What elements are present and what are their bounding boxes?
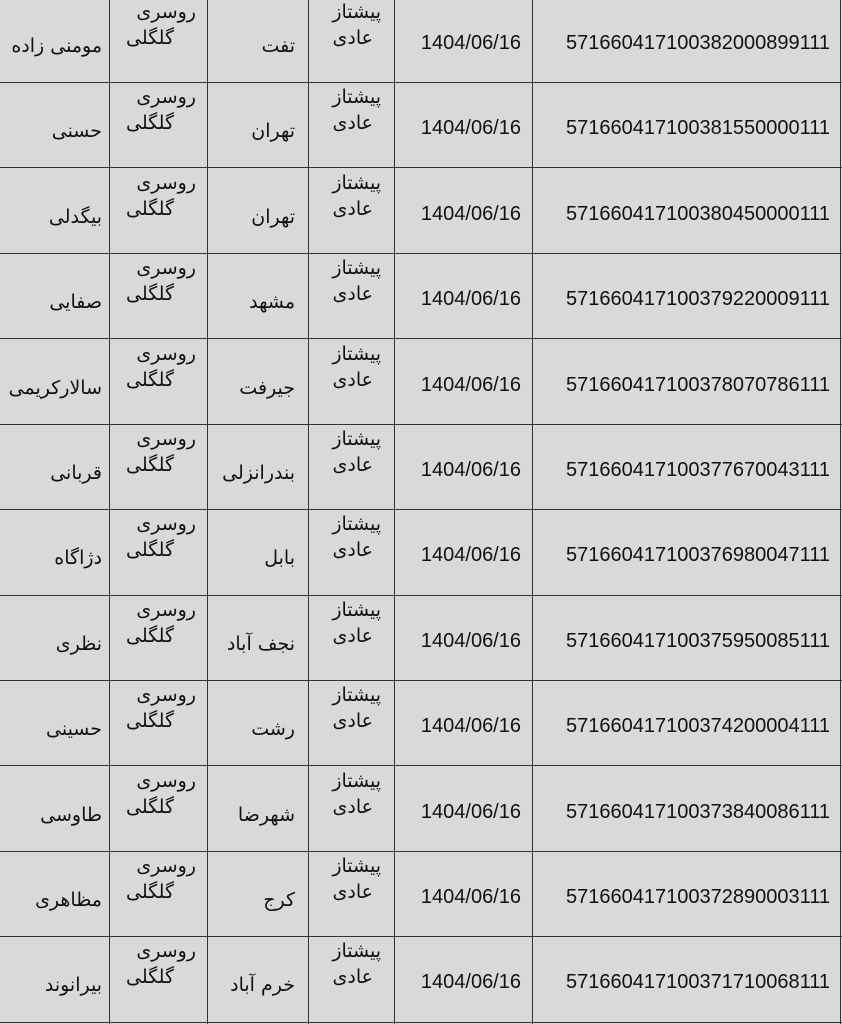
row-divider: [0, 82, 842, 83]
product-cell: [110, 168, 208, 253]
date-cell: [395, 680, 533, 765]
product-cell: [110, 851, 208, 936]
post-type-line-2: عادی: [332, 197, 373, 220]
shipment-date: 1404/06/16: [420, 459, 521, 481]
tracking-code: 571660417100379220009111: [566, 288, 830, 311]
city: بابل: [264, 547, 295, 570]
post-type-line-1: پیشتاز: [332, 769, 381, 792]
city: کرج: [263, 889, 295, 911]
shipment-date: 1404/06/16: [420, 886, 521, 908]
recipient-name: طاوسی: [40, 803, 102, 826]
date-cell: [395, 253, 533, 338]
tracking-code: 571660417100372890003111: [566, 886, 830, 908]
tracking-code-cell: [533, 680, 842, 765]
post-type-cell: [309, 424, 395, 509]
post-type-line-2: عادی: [332, 966, 373, 989]
tracking-code: 571660417100378070786111: [566, 373, 830, 396]
recipient-name-cell: [0, 424, 110, 509]
shipment-date: 1404/06/16: [420, 117, 521, 140]
product-line-2: گلگلی: [126, 710, 174, 733]
tracking-code: 571660417100380450000111: [566, 202, 830, 225]
city-cell: [208, 509, 309, 594]
recipient-name: حسنی: [51, 120, 102, 143]
date-cell: [395, 851, 533, 936]
recipient-name-cell: [0, 253, 110, 338]
tracking-code: 571660417100374200004111: [566, 715, 830, 738]
product-line-2: گلگلی: [126, 881, 174, 903]
recipient-name: مظاهری: [35, 889, 102, 911]
post-type-cell: [309, 0, 395, 82]
post-type-cell: [309, 253, 395, 338]
shipment-date: 1404/06/16: [420, 800, 521, 823]
post-type-line-2: عادی: [332, 881, 373, 903]
product-line-2: گلگلی: [126, 624, 174, 647]
tracking-code-cell: [533, 82, 842, 167]
table-row: [0, 766, 842, 851]
post-type-cell: [309, 595, 395, 680]
table-row: [0, 851, 842, 936]
date-cell: [395, 766, 533, 851]
table-row: [0, 339, 842, 424]
post-type-line-2: عادی: [332, 283, 373, 306]
date-cell: [395, 595, 533, 680]
column-divider: [207, 0, 208, 1024]
recipient-name-cell: [0, 509, 110, 594]
city-cell: [208, 82, 309, 167]
recipient-name-cell: [0, 82, 110, 167]
city: تهران: [251, 205, 295, 228]
post-type-cell: [309, 851, 395, 936]
row-divider: [0, 338, 842, 339]
post-type-line-2: عادی: [332, 368, 373, 391]
product-cell: [110, 509, 208, 594]
shipment-date: 1404/06/16: [420, 715, 521, 738]
post-type-line-1: پیشتاز: [332, 684, 381, 707]
tracking-code: 571660417100371710068111: [566, 971, 830, 994]
post-type-cell: [309, 680, 395, 765]
recipient-name: نظری: [55, 632, 102, 655]
city-cell: [208, 424, 309, 509]
recipient-name: حسینی: [46, 718, 102, 741]
tracking-code: 571660417100376980047111: [566, 544, 830, 567]
tracking-code-cell: [533, 424, 842, 509]
product-line-1: روسری: [136, 684, 196, 707]
row-divider: [0, 936, 842, 937]
post-type-line-2: عادی: [332, 624, 373, 647]
recipient-name: قربانی: [50, 462, 102, 484]
product-line-1: روسری: [136, 1, 196, 23]
row-divider: [0, 509, 842, 510]
post-type-line-2: عادی: [332, 795, 373, 818]
row-divider: [0, 680, 842, 681]
date-cell: [395, 936, 533, 1021]
product-cell: [110, 595, 208, 680]
shipment-date: 1404/06/16: [420, 544, 521, 567]
post-type-line-1: پیشتاز: [332, 257, 381, 280]
product-line-2: گلگلی: [126, 795, 174, 818]
recipient-name-cell: [0, 339, 110, 424]
post-type-cell: [309, 82, 395, 167]
tracking-code-cell: [533, 851, 842, 936]
tracking-code: 571660417100375950085111: [566, 629, 830, 652]
date-cell: [395, 0, 533, 82]
post-type-cell: [309, 936, 395, 1021]
recipient-name-cell: [0, 851, 110, 936]
recipient-name-cell: [0, 168, 110, 253]
product-cell: [110, 253, 208, 338]
recipient-name-cell: [0, 595, 110, 680]
product-line-1: روسری: [136, 598, 196, 621]
product-line-2: گلگلی: [126, 539, 174, 562]
tracking-code-cell: [533, 595, 842, 680]
city: نجف آباد: [226, 632, 295, 655]
table-row: [0, 680, 842, 765]
shipment-date: 1404/06/16: [420, 629, 521, 652]
tracking-code-cell: [533, 936, 842, 1021]
column-divider: [394, 0, 395, 1024]
recipient-name: بیگدلی: [48, 205, 102, 228]
tracking-code-cell: [533, 509, 842, 594]
tracking-code-cell: [533, 168, 842, 253]
date-cell: [395, 82, 533, 167]
column-divider: [840, 0, 841, 1024]
recipient-name-cell: [0, 0, 110, 82]
column-divider: [109, 0, 110, 1024]
post-type-line-2: عادی: [332, 710, 373, 733]
city-cell: [208, 339, 309, 424]
recipient-name-cell: [0, 680, 110, 765]
shipment-date: 1404/06/16: [420, 373, 521, 396]
product-line-2: گلگلی: [126, 27, 174, 49]
post-type-line-1: پیشتاز: [332, 428, 381, 450]
table-row: [0, 424, 842, 509]
city: مشهد: [249, 291, 295, 314]
product-line-2: گلگلی: [126, 454, 174, 476]
row-divider: [0, 595, 842, 596]
post-type-line-2: عادی: [332, 454, 373, 476]
post-type-line-2: عادی: [332, 27, 373, 49]
row-divider: [0, 424, 842, 425]
recipient-name: مومنی زاده: [11, 35, 102, 57]
table-row: [0, 82, 842, 167]
date-cell: [395, 168, 533, 253]
recipient-name: سالارکریمی: [8, 376, 102, 399]
recipient-name: بیرانوند: [44, 974, 102, 997]
row-divider: [0, 167, 842, 168]
row-divider: [0, 765, 842, 766]
city-cell: [208, 766, 309, 851]
recipient-name-cell: [0, 766, 110, 851]
table-row: [0, 936, 842, 1021]
city-cell: [208, 680, 309, 765]
product-cell: [110, 766, 208, 851]
post-type-line-1: پیشتاز: [332, 513, 381, 536]
city-cell: [208, 0, 309, 82]
tracking-code-cell: [533, 0, 842, 82]
product-line-2: گلگلی: [126, 197, 174, 220]
row-divider: [0, 851, 842, 852]
city-cell: [208, 936, 309, 1021]
table-row: [0, 595, 842, 680]
product-line-1: روسری: [136, 513, 196, 536]
product-line-1: روسری: [136, 940, 196, 963]
product-line-2: گلگلی: [126, 283, 174, 306]
product-line-1: روسری: [136, 171, 196, 194]
post-type-line-2: عادی: [332, 112, 373, 135]
tracking-code: 571660417100381550000111: [566, 117, 830, 140]
product-cell: [110, 680, 208, 765]
shipment-date: 1404/06/16: [420, 202, 521, 225]
row-divider: [0, 1022, 842, 1023]
city: جیرفت: [239, 376, 295, 399]
post-type-line-1: پیشتاز: [332, 855, 381, 877]
tracking-code: 571660417100377670043111: [566, 459, 830, 481]
tracking-code-cell: [533, 253, 842, 338]
tracking-code-cell: [533, 339, 842, 424]
product-cell: [110, 936, 208, 1021]
product-line-1: روسری: [136, 428, 196, 450]
shipment-date: 1404/06/16: [420, 288, 521, 311]
city-cell: [208, 168, 309, 253]
product-cell: [110, 82, 208, 167]
product-line-1: روسری: [136, 86, 196, 109]
product-line-2: گلگلی: [126, 966, 174, 989]
product-line-1: روسری: [136, 855, 196, 877]
table-row: [0, 168, 842, 253]
city-cell: [208, 595, 309, 680]
table-row: [0, 509, 842, 594]
post-type-line-1: پیشتاز: [332, 1, 381, 23]
table-row: [0, 0, 842, 82]
city: بندرانزلی: [222, 462, 295, 484]
product-line-1: روسری: [136, 342, 196, 365]
city-cell: [208, 253, 309, 338]
post-type-line-2: عادی: [332, 539, 373, 562]
recipient-name: صفایی: [49, 291, 102, 314]
product-cell: [110, 0, 208, 82]
recipient-name-cell: [0, 936, 110, 1021]
tracking-code: 571660417100382000899111: [566, 32, 830, 54]
recipient-name: دژاگاه: [54, 547, 102, 570]
product-line-2: گلگلی: [126, 368, 174, 391]
city: تفت: [261, 35, 295, 57]
column-divider: [532, 0, 533, 1024]
date-cell: [395, 509, 533, 594]
date-cell: [395, 424, 533, 509]
product-line-1: روسری: [136, 257, 196, 280]
post-type-line-1: پیشتاز: [332, 342, 381, 365]
shipment-date: 1404/06/16: [420, 971, 521, 994]
tracking-code: 571660417100373840086111: [566, 800, 830, 823]
post-type-cell: [309, 168, 395, 253]
post-type-line-1: پیشتاز: [332, 598, 381, 621]
product-cell: [110, 339, 208, 424]
tracking-code-cell: [533, 766, 842, 851]
post-type-cell: [309, 766, 395, 851]
table-row: [0, 253, 842, 338]
city: رشت: [251, 718, 295, 741]
post-type-line-1: پیشتاز: [332, 171, 381, 194]
row-divider: [0, 253, 842, 254]
product-cell: [110, 424, 208, 509]
city-cell: [208, 851, 309, 936]
city: شهرضا: [237, 803, 295, 826]
post-type-line-1: پیشتاز: [332, 86, 381, 109]
post-type-cell: [309, 339, 395, 424]
city: تهران: [251, 120, 295, 143]
product-line-1: روسری: [136, 769, 196, 792]
date-cell: [395, 339, 533, 424]
product-line-2: گلگلی: [126, 112, 174, 135]
shipment-date: 1404/06/16: [420, 32, 521, 54]
column-divider: [308, 0, 309, 1024]
post-type-line-1: پیشتاز: [332, 940, 381, 963]
city: خرم آباد: [230, 974, 295, 997]
post-type-cell: [309, 509, 395, 594]
